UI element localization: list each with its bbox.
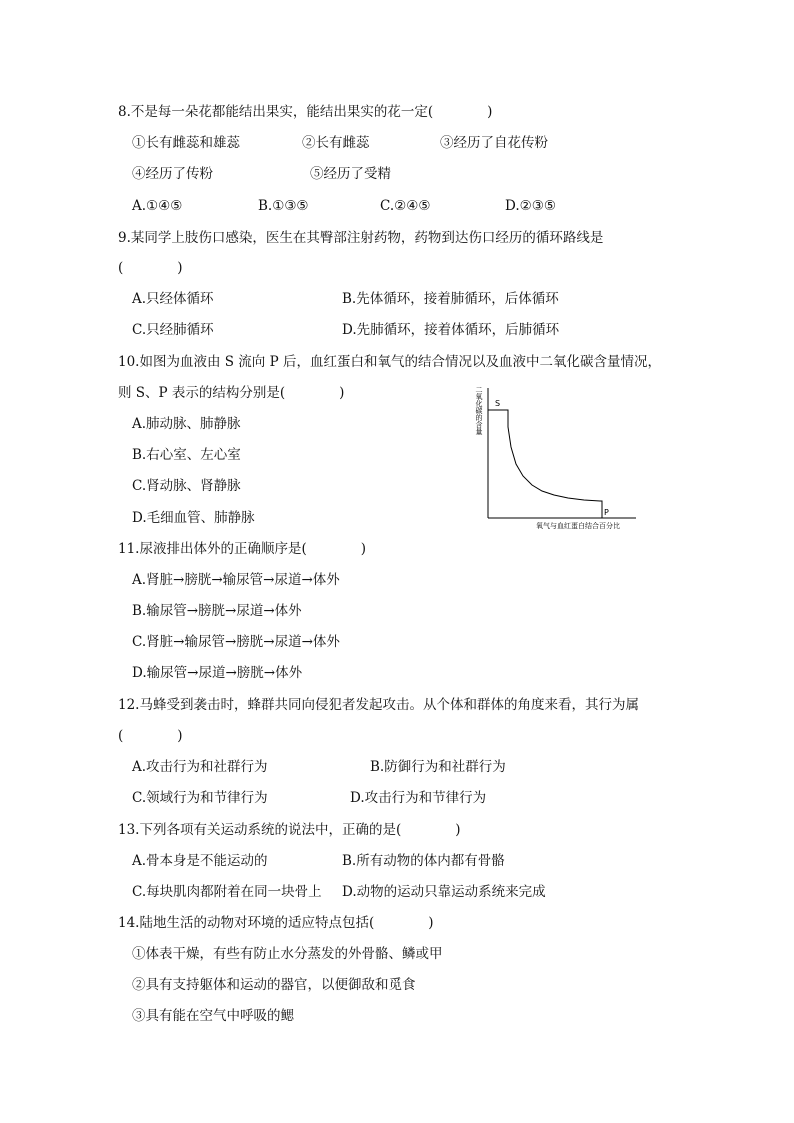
- q10-option-b: B.右心室、左心室: [132, 447, 241, 463]
- q13-stem: 13.下列各项有关运动系统的说法中，正确的是( ): [118, 822, 461, 838]
- q10-chart: [476, 382, 646, 532]
- q9-option-d: D.先肺循环，接着体循环，后肺循环: [342, 322, 560, 338]
- q8-option-a: A.①④⑤: [132, 198, 183, 214]
- q12-option-b: B.防御行为和社群行为: [370, 759, 506, 775]
- q11-option-d: D.输尿管→尿道→膀胱→体外: [132, 665, 303, 681]
- q12-option-d: D.攻击行为和节律行为: [350, 790, 487, 806]
- q10-option-c: C.肾动脉、肾静脉: [132, 478, 241, 494]
- q9-stem: 9.某同学上肢伤口感染，医生在其臀部注射药物，药物到达伤口经历的循环路线是: [118, 230, 604, 246]
- q8-stem: 8.不是每一朵花都能结出果实，能结出果实的花一定( ): [118, 104, 493, 120]
- q11-option-b: B.输尿管→膀胱→尿道→体外: [132, 603, 302, 619]
- chart-ylabel: 二氧化碳的含量: [475, 386, 483, 435]
- q8-item-4: ④经历了传粉: [132, 166, 213, 182]
- q13-option-c: C.每块肌肉都附着在同一块骨上: [132, 884, 322, 900]
- q8-item-2: ②长有雌蕊: [302, 135, 370, 151]
- q10-stem-line2: 则 S、P 表示的结构分别是( ): [118, 385, 345, 401]
- q10-stem-line1: 10.如图为血液由 S 流向 P 后，血红蛋白和氧气的结合情况以及血液中二氧化碳含量情况，: [118, 354, 661, 370]
- q8-option-b: B.①③⑤: [258, 198, 309, 214]
- q9-option-b: B.先体循环，接着肺循环，后体循环: [342, 291, 559, 307]
- q13-option-a: A.骨本身是不能运动的: [132, 853, 268, 869]
- q14-item-2: ②具有支持躯体和运动的器官，以便御敌和觅食: [132, 977, 416, 993]
- q8-item-1: ①长有雌蕊和雄蕊: [132, 135, 240, 151]
- q14-stem: 14.陆地生活的动物对环境的适应特点包括( ): [118, 915, 434, 931]
- q13-option-b: B.所有动物的体内都有骨骼: [342, 853, 505, 869]
- chart-xlabel: 氧气与血红蛋白结合百分比: [536, 522, 620, 530]
- q14-item-1: ①体表干燥，有些有防止水分蒸发的外骨骼、鳞或甲: [132, 946, 443, 962]
- q8-option-c: C.②④⑤: [380, 198, 431, 214]
- q8-item-5: ⑤经历了受精: [310, 166, 391, 182]
- q8-item-3: ③经历了自花传粉: [440, 135, 548, 151]
- q12-stem: 12.马蜂受到袭击时，蜂群共同向侵犯者发起攻击。从个体和群体的角度来看，其行为属: [118, 697, 639, 713]
- q14-item-3: ③具有能在空气中呼吸的鳃: [132, 1008, 294, 1024]
- q8-option-d: D.②③⑤: [505, 198, 556, 214]
- q9-paren: ( ): [118, 260, 183, 276]
- q12-paren: ( ): [118, 728, 183, 744]
- q13-option-d: D.动物的运动只靠运动系统来完成: [342, 884, 546, 900]
- q11-option-a: A.肾脏→膀胱→输尿管→尿道→体外: [132, 572, 340, 588]
- q9-option-a: A.只经体循环: [132, 291, 214, 307]
- chart-point-p: P: [604, 508, 609, 517]
- q10-option-a: A.肺动脉、肺静脉: [132, 416, 241, 432]
- chart-curve: [488, 410, 602, 518]
- q11-stem: 11.尿液排出体外的正确顺序是( ): [118, 541, 367, 557]
- q10-option-d: D.毛细血管、肺静脉: [132, 510, 255, 526]
- q12-option-c: C.领域行为和节律行为: [132, 790, 268, 806]
- chart-point-s: S: [495, 399, 501, 408]
- q11-option-c: C.肾脏→输尿管→膀胱→尿道→体外: [132, 634, 340, 650]
- q12-option-a: A.攻击行为和社群行为: [132, 759, 268, 775]
- q9-option-c: C.只经肺循环: [132, 322, 214, 338]
